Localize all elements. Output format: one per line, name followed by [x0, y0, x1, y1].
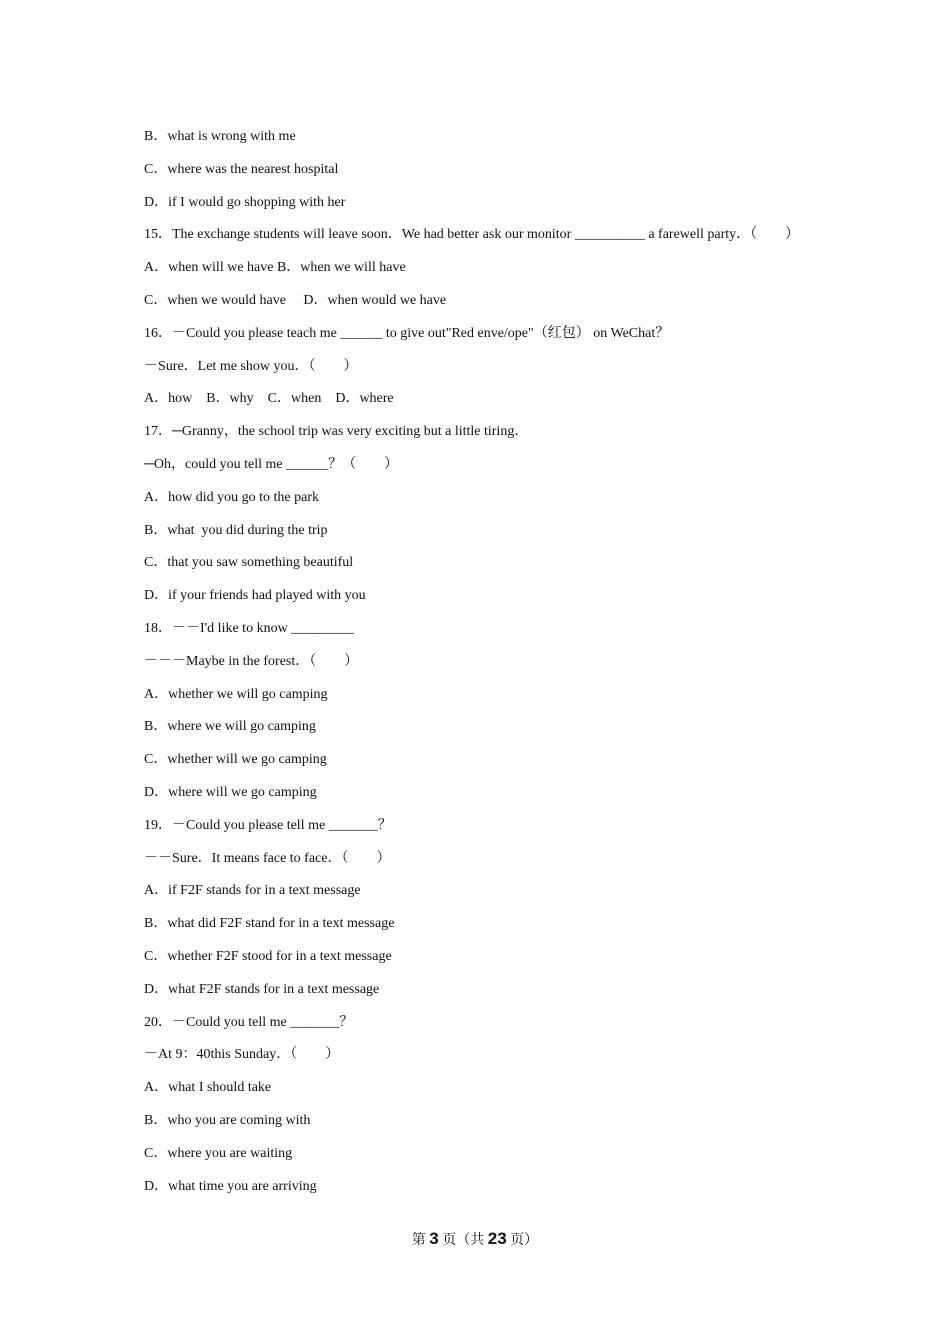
- text-line: －－－Maybe in the forest．（ ）: [144, 654, 359, 669]
- text-line: 17．─Granny，the school trip was very exciting but a little tiring．: [144, 424, 529, 439]
- total-page-count: 23: [487, 1229, 507, 1248]
- text-line: D．what F2F stands for in a text message: [144, 982, 380, 997]
- text-line: －－Sure．It means face to face．（ ）: [144, 851, 391, 866]
- text-line: A．when will we have B．when we will have: [144, 260, 406, 275]
- text-line: －Sure．Let me show you．（ ）: [144, 359, 358, 374]
- text-line: 19．－Could you please tell me _______？: [144, 818, 392, 833]
- text-line: B．where we will go camping: [144, 719, 316, 734]
- text-line: C．where you are waiting: [144, 1146, 293, 1161]
- text-line: D．what time you are arriving: [144, 1179, 317, 1194]
- text-line: －At 9：40this Sunday．（ ）: [144, 1047, 340, 1062]
- text-line: D．if your friends had played with you: [144, 588, 366, 603]
- text-line: B．what did F2F stand for in a text message: [144, 916, 395, 931]
- footer-middle: 页（共: [438, 1233, 488, 1248]
- text-line: C．where was the nearest hospital: [144, 162, 339, 177]
- text-line: 16．－Could you please teach me ______ to give out"Red enve/ope"（红包） on WeChat？: [144, 326, 670, 341]
- text-line: 18．－－I'd like to know _________: [144, 621, 355, 636]
- text-line: D．where will we go camping: [144, 785, 317, 800]
- text-line: A．if F2F stands for in a text message: [144, 883, 361, 898]
- text-line: ─Oh，could you tell me ______？（ ）: [144, 457, 399, 472]
- text-line: A．how B．why C．when D．where: [144, 391, 394, 406]
- footer-prefix: 第: [411, 1233, 430, 1248]
- text-line: A．whether we will go camping: [144, 687, 328, 702]
- text-line: C．when we would have D．when would we have: [144, 293, 447, 308]
- current-page-number: 3: [429, 1229, 439, 1248]
- footer-suffix: 页）: [506, 1233, 539, 1248]
- text-line: 15．The exchange students will leave soon．We had better ask our monitor __________ a farewell party．（ ）: [144, 227, 800, 242]
- text-line: C．whether F2F stood for in a text message: [144, 949, 392, 964]
- text-line: D．if I would go shopping with her: [144, 195, 346, 210]
- text-line: C．that you saw something beautiful: [144, 555, 354, 570]
- text-line: 20．－Could you tell me _______？: [144, 1015, 354, 1030]
- text-line: A．what I should take: [144, 1080, 272, 1095]
- text-line: B．who you are coming with: [144, 1113, 311, 1128]
- page-footer: [0, 1229, 950, 1251]
- text-line: B．what you did during the trip: [144, 523, 328, 538]
- text-line: C．whether will we go camping: [144, 752, 327, 767]
- text-line: A．how did you go to the park: [144, 490, 319, 505]
- text-line: B．what is wrong with me: [144, 129, 296, 144]
